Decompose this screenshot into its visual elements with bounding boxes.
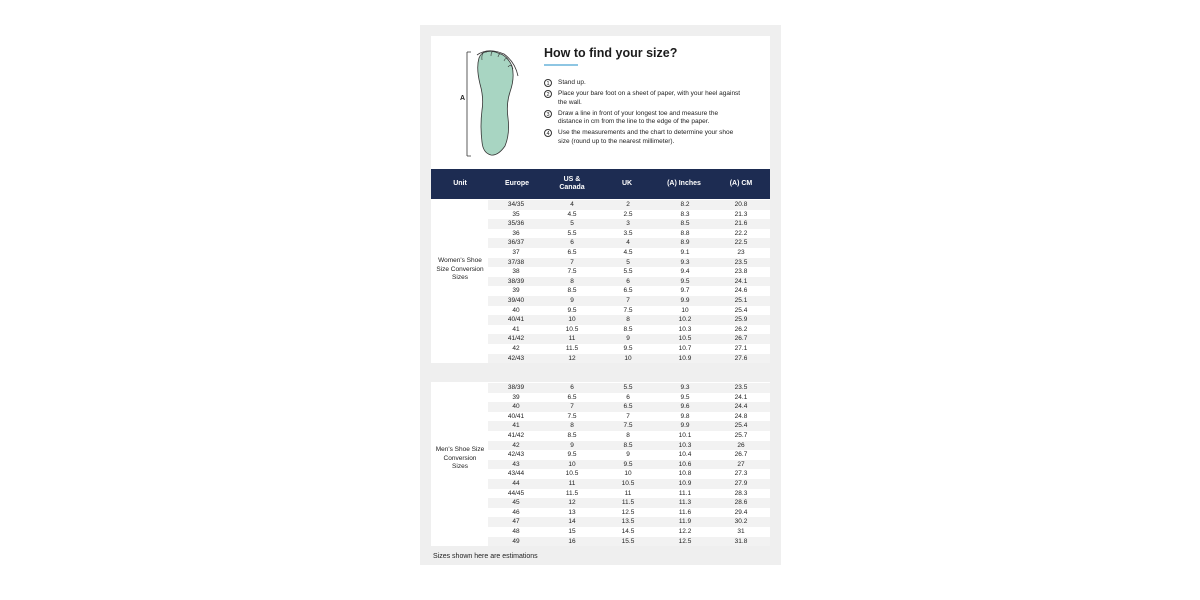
- cell-inches: 11.9: [678, 518, 692, 526]
- cell-europe: 35: [512, 210, 520, 218]
- cell-inches: 9.5: [680, 393, 690, 401]
- cell-cm: 24.1: [734, 393, 748, 401]
- cell-uk: 3.5: [623, 229, 633, 237]
- cell-inches: 10.8: [678, 470, 692, 478]
- table-row: [488, 498, 770, 508]
- cell-uk: 9.5: [623, 460, 633, 468]
- cell-us-canada: 12: [568, 499, 576, 507]
- cell-us-canada: 11: [568, 480, 576, 487]
- cell-uk: 7.5: [623, 306, 633, 314]
- cell-us-canada: 5.5: [567, 229, 577, 237]
- cell-europe: 46: [512, 508, 520, 516]
- cell-inches: 11.1: [678, 489, 692, 497]
- table-row: [488, 508, 770, 518]
- table-row: [488, 210, 770, 220]
- step-text-4: Use the measurements and the chart to determine your shoe size (round up to the nearest millimeter).: [558, 129, 734, 145]
- cell-uk: 4.5: [623, 249, 633, 256]
- cell-cm: 22.5: [734, 239, 748, 247]
- cell-us-canada: 8.5: [567, 287, 577, 295]
- cell-cm: 31.8: [734, 537, 748, 545]
- table-row: [488, 277, 770, 287]
- cell-cm: 26.2: [734, 325, 748, 333]
- cell-inches: 9.9: [680, 297, 690, 304]
- cell-cm: 29.4: [734, 508, 748, 516]
- cell-cm: 24.6: [734, 287, 748, 295]
- cell-us-canada: 6.5: [567, 393, 577, 401]
- table-row: [488, 489, 770, 499]
- table-row: [488, 479, 770, 489]
- cell-europe: 41/42: [507, 432, 525, 439]
- cell-europe: 41: [512, 325, 520, 333]
- cell-cm: 26: [737, 441, 745, 449]
- cell-europe: 36: [512, 229, 520, 237]
- table-row: [488, 402, 770, 412]
- cell-europe: 38: [512, 268, 520, 276]
- cell-cm: 26.7: [734, 335, 748, 343]
- table-row: [488, 354, 770, 364]
- table-row: [488, 306, 770, 316]
- cell-us-canada: 9: [570, 297, 574, 304]
- cell-uk: 13.5: [621, 518, 635, 526]
- cell-europe: 40/41: [507, 316, 525, 324]
- cell-europe: 42/43: [507, 354, 525, 362]
- cell-inches: 9.6: [680, 403, 690, 411]
- cell-us-canada: 16: [568, 537, 576, 545]
- cell-europe: 41: [512, 422, 520, 430]
- cell-europe: 35/36: [507, 220, 525, 228]
- cell-europe: 40: [512, 403, 520, 411]
- table-row: [488, 334, 770, 344]
- table-row: [488, 517, 770, 527]
- header-europe: Europe: [504, 180, 530, 187]
- cell-uk: 11: [624, 489, 632, 497]
- measure-label-a: A: [460, 95, 466, 102]
- cell-uk: 9.5: [623, 345, 633, 352]
- cell-inches: 8.2: [680, 201, 690, 208]
- cell-inches: 10.5: [678, 335, 692, 343]
- cell-inches: 10.7: [678, 345, 692, 352]
- cell-us-canada: 6: [570, 239, 574, 247]
- cell-us-canada: 7: [570, 258, 574, 266]
- step-1: [544, 79, 744, 88]
- table-row: [488, 258, 770, 268]
- cell-inches: 10: [681, 306, 689, 314]
- cell-europe: 37/38: [507, 258, 525, 266]
- cell-us-canada: 11.5: [565, 345, 579, 352]
- foot-icon: [458, 46, 524, 160]
- table-row: [488, 383, 770, 393]
- cell-cm: 22.2: [734, 229, 748, 237]
- cell-us-canada: 4: [570, 201, 574, 208]
- cell-cm: 23.5: [734, 258, 748, 266]
- cell-cm: 24.8: [734, 412, 748, 420]
- cell-inches: 10.9: [678, 480, 692, 487]
- cell-cm: 21.6: [734, 220, 748, 228]
- cell-inches: 9.7: [680, 287, 690, 295]
- step-2: [544, 90, 744, 107]
- table-row: [488, 527, 770, 537]
- instruction-steps: [544, 79, 744, 149]
- cell-europe: 43/44: [507, 470, 525, 478]
- cell-cm: 28.3: [734, 489, 748, 497]
- table-row: [488, 450, 770, 460]
- cell-uk: 8: [626, 432, 630, 439]
- cell-cm: 23: [737, 249, 745, 256]
- cell-europe: 47: [512, 518, 520, 526]
- cell-uk: 8.5: [623, 441, 633, 449]
- cell-inches: 9.8: [680, 412, 690, 420]
- cell-us-canada: 4.5: [567, 210, 577, 218]
- cell-inches: 10.3: [678, 325, 692, 333]
- cell-europe: 42: [512, 345, 520, 352]
- cell-inches: 11.3: [678, 499, 692, 507]
- table-row: [488, 469, 770, 479]
- cell-us-canada: 11.5: [565, 489, 579, 497]
- title-underline: [544, 64, 578, 66]
- cell-uk: 10.5: [621, 480, 635, 487]
- cell-cm: 27.6: [734, 354, 748, 362]
- cell-cm: 27.9: [734, 480, 748, 487]
- cell-uk: 9: [626, 451, 630, 459]
- cell-uk: 6.5: [623, 287, 633, 295]
- cell-uk: 14.5: [621, 528, 635, 535]
- table-header: [431, 169, 770, 199]
- cell-uk: 5: [626, 258, 630, 266]
- cell-uk: 6.5: [623, 403, 633, 411]
- cell-inches: 8.5: [680, 220, 690, 228]
- cell-inches: 9.5: [680, 277, 690, 285]
- cell-europe: 39/40: [507, 297, 525, 304]
- cell-europe: 38/39: [507, 277, 525, 285]
- cell-us-canada: 6: [570, 384, 574, 391]
- header-cm: (A) CM: [729, 180, 753, 187]
- step-text-3: Draw a line in front of your longest toe and measure the distance in cm from the line to the edge of the paper.: [558, 109, 719, 126]
- cell-uk: 7: [626, 412, 630, 420]
- table-row: [488, 229, 770, 239]
- cell-cm: 25.4: [734, 422, 748, 430]
- cell-us-canada: 7.5: [567, 412, 577, 420]
- header-unit: Unit: [453, 180, 467, 187]
- cell-inches: 8.9: [680, 239, 690, 247]
- cell-europe: 48: [512, 528, 520, 535]
- cell-us-canada: 8.5: [567, 432, 577, 439]
- table-row: [488, 344, 770, 354]
- table-row: [488, 431, 770, 441]
- table-row: [488, 460, 770, 470]
- step-number-4: 4: [544, 129, 552, 137]
- cell-uk: 4: [626, 239, 630, 247]
- cell-inches: 10.9: [678, 354, 692, 362]
- cell-cm: 30.2: [734, 518, 748, 526]
- table-row: [488, 296, 770, 306]
- cell-cm: 26.7: [734, 451, 748, 459]
- page-title: How to find your size?: [544, 46, 678, 60]
- cell-uk: 7: [626, 297, 630, 304]
- cell-uk: 8.5: [623, 325, 633, 333]
- table-row: [488, 421, 770, 431]
- cell-us-canada: 7: [570, 403, 574, 411]
- cell-inches: 9.3: [680, 384, 690, 391]
- cell-us-canada: 14: [568, 518, 576, 526]
- table-row: [488, 412, 770, 422]
- cell-cm: 24.1: [734, 277, 748, 285]
- cell-europe: 43: [512, 460, 520, 468]
- cell-uk: 2.5: [623, 210, 633, 218]
- cell-europe: 39: [512, 393, 520, 401]
- step-3: [544, 110, 744, 127]
- cell-uk: 8: [626, 316, 630, 324]
- cell-us-canada: 10: [568, 316, 576, 324]
- cell-uk: 9: [626, 335, 630, 343]
- cell-cm: 27.1: [734, 345, 748, 352]
- cell-us-canada: 8: [570, 422, 574, 430]
- cell-inches: 10.6: [678, 460, 692, 468]
- table-row: [488, 238, 770, 248]
- cell-uk: 15.5: [621, 537, 635, 545]
- cell-cm: 25.9: [734, 316, 748, 324]
- cell-inches: 10.2: [678, 316, 692, 324]
- cell-us-canada: 5: [570, 220, 574, 228]
- cell-europe: 49: [512, 537, 520, 545]
- cell-europe: 38/39: [507, 384, 525, 391]
- cell-uk: 2: [626, 201, 630, 208]
- cell-europe: 41/42: [507, 335, 525, 343]
- cell-us-canada: 9.5: [567, 451, 577, 459]
- cell-europe: 40: [512, 306, 520, 314]
- cell-inches: 9.1: [680, 249, 690, 256]
- step-number-3: 3: [544, 110, 552, 118]
- cell-uk: 11.5: [621, 499, 635, 507]
- cell-us-canada: 8: [570, 277, 574, 285]
- cell-us-canada: 13: [568, 508, 576, 516]
- cell-inches: 9.4: [680, 268, 690, 276]
- cell-europe: 42: [512, 441, 520, 449]
- table-row: [488, 219, 770, 229]
- cell-inches: 9.9: [680, 422, 690, 430]
- step-number-2: 2: [544, 90, 552, 98]
- table-row: [488, 537, 770, 547]
- cell-cm: 25.1: [734, 297, 748, 304]
- cell-europe: 39: [512, 287, 520, 295]
- cell-cm: 27.3: [734, 470, 748, 478]
- cell-uk: 12.5: [621, 508, 635, 516]
- cell-cm: 31: [737, 528, 745, 535]
- cell-europe: 37: [512, 249, 520, 256]
- footnote: Sizes shown here are estimations: [433, 553, 538, 560]
- cell-uk: 7.5: [623, 422, 633, 430]
- cell-inches: 12.5: [678, 537, 692, 545]
- header-inches: (A) Inches: [667, 180, 701, 187]
- cell-cm: 21.3: [734, 210, 748, 218]
- cell-us-canada: 10.5: [565, 325, 579, 333]
- cell-uk: 5.5: [623, 268, 633, 276]
- cell-europe: 34/35: [507, 201, 525, 208]
- cell-uk: 10: [624, 354, 632, 362]
- cell-cm: 23.8: [734, 268, 748, 276]
- cell-us-canada: 10: [568, 460, 576, 468]
- cell-cm: 20.8: [734, 201, 748, 208]
- cell-us-canada: 11: [568, 335, 576, 343]
- cell-inches: 8.3: [680, 210, 690, 218]
- cell-uk: 6: [626, 277, 630, 285]
- table-row: [488, 286, 770, 296]
- header-uk: UK: [621, 180, 633, 187]
- step-text-2: Place your bare foot on a sheet of paper, with your heel against the wall.: [558, 90, 741, 106]
- cell-inches: 10.1: [678, 432, 692, 439]
- cell-inches: 11.6: [678, 508, 692, 516]
- cell-uk: 10: [624, 470, 632, 478]
- cell-cm: 23.5: [734, 384, 748, 391]
- cell-inches: 12.2: [678, 528, 692, 535]
- cell-europe: 36/37: [507, 239, 525, 247]
- table-row: [488, 315, 770, 325]
- header-us-canada: US & Canada: [559, 176, 585, 191]
- cell-us-canada: 6.5: [567, 249, 577, 256]
- table-row: [488, 441, 770, 451]
- step-number-1: 1: [544, 79, 552, 87]
- step-4: [544, 129, 744, 146]
- cell-inches: 9.3: [680, 258, 690, 266]
- table-row: [488, 393, 770, 403]
- cell-cm: 27: [737, 460, 745, 468]
- cell-us-canada: 7.5: [567, 268, 577, 276]
- cell-europe: 45: [512, 499, 520, 507]
- cell-europe: 42/43: [507, 451, 525, 459]
- cell-us-canada: 10.5: [565, 470, 579, 478]
- cell-us-canada: 15: [568, 528, 576, 535]
- foot-measure-illustration: [458, 46, 524, 160]
- cell-inches: 8.8: [680, 229, 690, 237]
- cell-cm: 24.4: [734, 403, 748, 411]
- cell-europe: 44/45: [507, 489, 525, 497]
- cell-inches: 10.4: [678, 451, 692, 459]
- table-row: [488, 267, 770, 277]
- men-section-label: Men's Shoe Size Conversion Sizes: [435, 446, 485, 471]
- cell-cm: 28.6: [734, 499, 748, 507]
- cell-us-canada: 9: [570, 441, 574, 449]
- women-section-label: Women's Shoe Size Conversion Sizes: [436, 257, 484, 282]
- cell-cm: 25.7: [734, 432, 748, 439]
- cell-uk: 3: [626, 220, 630, 228]
- table-row: [488, 248, 770, 258]
- cell-uk: 5.5: [623, 384, 633, 391]
- cell-us-canada: 9.5: [567, 306, 577, 314]
- table-row: [488, 325, 770, 335]
- cell-cm: 25.4: [734, 306, 748, 314]
- cell-inches: 10.3: [678, 441, 692, 449]
- step-text-1: Stand up.: [558, 79, 586, 86]
- cell-uk: 6: [626, 393, 630, 401]
- table-row: [488, 200, 770, 210]
- cell-europe: 40/41: [507, 412, 525, 420]
- cell-europe: 44: [512, 480, 520, 487]
- cell-us-canada: 12: [568, 354, 576, 362]
